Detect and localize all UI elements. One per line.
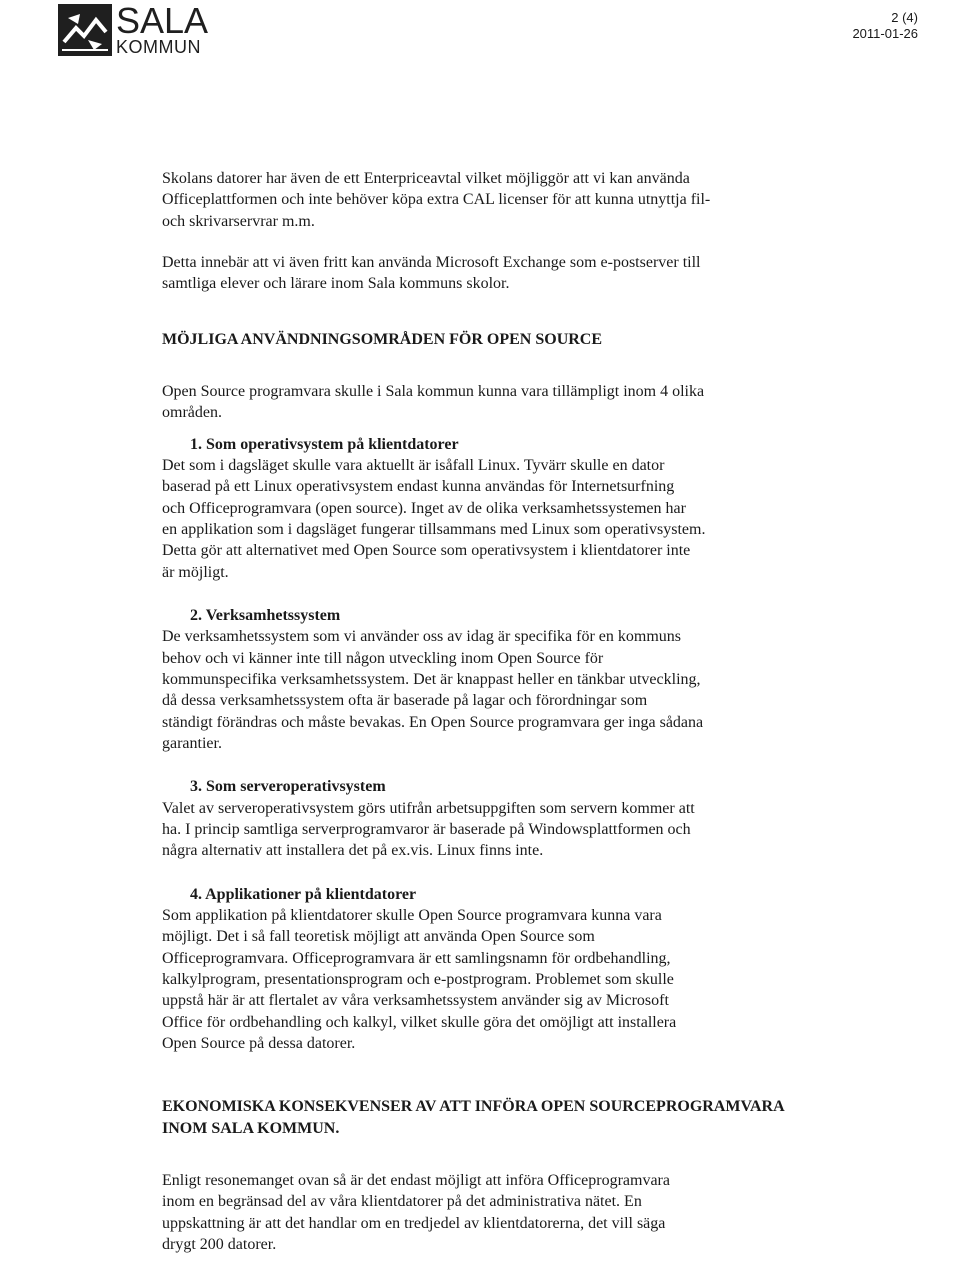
item-heading <box>162 434 812 456</box>
section-title-economics <box>162 1096 812 1139</box>
text-line: drygt 200 datorer. <box>162 1236 277 1253</box>
text-line: kommunspecifika verksamhetssystem. Det är knappast heller en tänkbar utveckling, <box>162 670 701 688</box>
item-number: 3. <box>190 778 202 796</box>
text-line: De verksamhetssystem som vi använder oss av idag är specifika för en kommuns <box>162 628 681 646</box>
sala-logo-icon <box>58 4 112 56</box>
item-title: Verksamhetssystem <box>205 606 341 624</box>
text-line: några alternativ att installera det på ex.vis. Linux finns inte. <box>162 842 544 860</box>
text-line: ha. I princip samtliga serverprogramvaror är baserade på Windowsplattformen och <box>162 820 691 838</box>
text-line: kalkylprogram, presentationsprogram och e-postprogram. Problemet som skulle <box>162 970 674 988</box>
text-line: inom en begränsad del av våra klientdatorer på det administrativa nätet. En <box>162 1193 642 1211</box>
page-number: 2 (4) <box>891 10 918 25</box>
item-title: Som operativsystem på klientdatorer <box>206 435 459 453</box>
list-item-2 <box>162 605 812 754</box>
text-line: Valet av serveroperativsystem görs utifrån arbetsuppgiften som servern kommer att <box>162 799 695 817</box>
text-line: Officeplattformen och inte behöver köpa extra CAL licenser för att kunna utnyttja fil- <box>162 191 711 209</box>
text-line: baserad på ett Linux operativsystem endast kunna användas för Internetsurfning <box>162 478 675 496</box>
text-line: uppskattning är att det handlar om en tredjedel av klientdatorerna, det vill säga <box>162 1214 666 1232</box>
text-line: och Officeprogramvara (open source). Inget av de olika verksamhetssystemen har <box>162 499 686 517</box>
text-line: Detta innebär att vi även fritt kan använda Microsoft Exchange som e-postserver till <box>162 253 701 271</box>
text-line: Open Source programvara skulle i Sala kommun kunna vara tillämpligt inom 4 olika <box>162 382 705 400</box>
paragraph-1 <box>162 168 812 232</box>
text-line: samtliga elever och lärare inom Sala kommuns skolor. <box>162 275 510 293</box>
text-line: ständigt förändras och måste bevakas. En Open Source programvara ger inga sådana <box>162 713 704 731</box>
item-number: 2. <box>190 606 202 624</box>
text-line: uppstå här är att flertalet av våra verksamhetssystem använder sig av Microsoft <box>162 992 669 1010</box>
logo-wordmark <box>116 0 209 57</box>
paragraph-economics <box>162 1170 812 1255</box>
text-line: Officeprogramvara. Officeprogramvara är ett samlingsnamn för ordbehandling, <box>162 949 671 967</box>
document-date: 2011-01-26 <box>852 26 918 41</box>
document-body <box>162 168 812 1255</box>
section-title-usage: MÖJLIGA ANVÄNDNINGSOMRÅDEN FÖR OPEN SOURCE <box>162 331 603 349</box>
text-line: Open Source på dessa datorer. <box>162 1034 356 1052</box>
text-line: och skrivarservrar m.m. <box>162 212 315 230</box>
text-line: garantier. <box>162 734 222 752</box>
title-line: EKONOMISKA KONSEKVENSER AV ATT INFÖRA OPEN SOURCEPROGRAMVARA <box>162 1098 785 1116</box>
item-heading <box>162 605 812 627</box>
text-line: då dessa verksamhetssystem ofta är baserade på lagar och förordningar som <box>162 692 648 710</box>
list-item-1 <box>162 434 812 583</box>
item-number: 4. <box>190 885 202 903</box>
text-line: Office för ordbehandling och kalkyl, vilket skulle göra det omöjligt att installera <box>162 1013 677 1031</box>
item-heading <box>162 776 812 798</box>
text-line: är möjligt. <box>162 563 229 581</box>
item-heading <box>162 884 812 906</box>
text-line: Som applikation på klientdatorer skulle Open Source programvara kunna vara <box>162 907 662 925</box>
section-intro <box>162 381 812 424</box>
text-line: Detta gör att alternativet med Open Source som operativsystem i klientdatorer inte <box>162 542 691 560</box>
list-item-4 <box>162 884 812 1055</box>
page-header <box>58 0 918 64</box>
text-line: behov och vi känner inte till någon utveckling inom Open Source för <box>162 649 604 667</box>
text-line: Det som i dagsläget skulle vara aktuellt är isåfall Linux. Tyvärr skulle en dator <box>162 457 665 475</box>
page-meta <box>852 10 918 42</box>
text-line: möjligt. Det i så fall teoretisk möjligt att använda Open Source som <box>162 928 595 946</box>
item-title: Applikationer på klientdatorer <box>205 885 417 903</box>
item-number: 1. <box>190 435 202 453</box>
title-line: INOM SALA KOMMUN. <box>162 1119 340 1137</box>
text-line: områden. <box>162 404 222 422</box>
text-line: en applikation som i dagsläget fungerar tillsammans med Linux som operativsystem. <box>162 520 706 538</box>
text-line: Enligt resonemanget ovan så är det endast möjligt att införa Officeprogramvara <box>162 1172 670 1190</box>
logo-sala: SALA <box>116 0 209 41</box>
text-line: Skolans datorer har även de ett Enterpriceavtal vilket möjliggör att vi kan använda <box>162 170 690 187</box>
logo-kommun: KOMMUN <box>116 37 201 57</box>
list-item-3 <box>162 776 812 861</box>
paragraph-2 <box>162 252 812 295</box>
item-title: Som serveroperativsystem <box>206 778 386 796</box>
